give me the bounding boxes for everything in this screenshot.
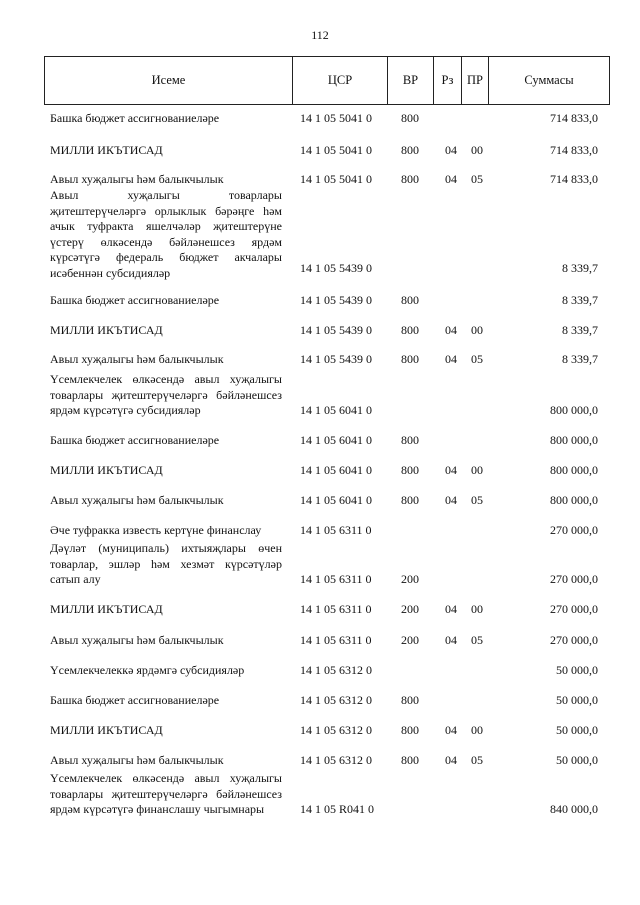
header-pr: ПР <box>467 73 483 87</box>
row-pr: 05 <box>471 172 483 186</box>
row-pr: 00 <box>471 463 483 477</box>
table-row <box>0 110 640 126</box>
table-row <box>0 142 640 158</box>
row-vr: 800 <box>401 323 419 337</box>
row-csr: 14 1 05 5041 0 <box>300 143 372 157</box>
table-row <box>0 188 640 280</box>
row-name: Авыл хуҗалыгы һәм балыкчылык <box>50 753 224 767</box>
row-csr: 14 1 05 6312 0 <box>300 693 372 707</box>
row-sum: 270 000,0 <box>550 633 598 647</box>
row-pr: 00 <box>471 602 483 616</box>
row-csr: 14 1 05 5439 0 <box>300 323 372 337</box>
row-name: МИЛЛИ ИКЪТИСАД <box>50 143 163 157</box>
row-name: Дәүләт (муниципаль) ихтыяҗлары өчен товарлар, эшләр һәм хезмәт күрсәтүләр сатып алу <box>50 541 282 586</box>
row-sum: 800 000,0 <box>550 493 598 507</box>
table-row <box>0 632 640 648</box>
row-csr: 14 1 05 6312 0 <box>300 663 372 677</box>
row-rz: 04 <box>445 143 457 157</box>
row-sum: 50 000,0 <box>556 693 598 707</box>
row-csr: 14 1 05 6312 0 <box>300 723 372 737</box>
row-vr: 800 <box>401 293 419 307</box>
row-sum: 270 000,0 <box>550 602 598 616</box>
table-row <box>0 432 640 448</box>
header-vr: ВР <box>402 73 419 87</box>
table-row <box>0 171 640 187</box>
row-name: Башка бюджет ассигнованиеләре <box>50 693 220 707</box>
row-rz: 04 <box>445 352 457 366</box>
row-sum: 840 000,0 <box>550 802 598 816</box>
row-name: МИЛЛИ ИКЪТИСАД <box>50 323 163 337</box>
row-name: Авыл хуҗалыгы һәм балыкчылык <box>50 352 224 366</box>
row-csr: 14 1 05 6311 0 <box>300 633 372 647</box>
table-row <box>0 752 640 768</box>
page-number: 112 <box>311 28 329 42</box>
row-name: МИЛЛИ ИКЪТИСАД <box>50 602 163 616</box>
row-rz: 04 <box>445 172 457 186</box>
row-rz: 04 <box>445 602 457 616</box>
row-vr: 200 <box>401 572 419 586</box>
row-sum: 8 339,7 <box>562 293 598 307</box>
row-vr: 200 <box>401 602 419 616</box>
row-csr: 14 1 05 5439 0 <box>300 293 372 307</box>
table-row <box>0 351 640 367</box>
row-name: Башка бюджет ассигнованиеләре <box>50 293 220 307</box>
table-row <box>0 522 640 538</box>
table-row <box>0 322 640 338</box>
row-sum: 50 000,0 <box>556 723 598 737</box>
table-header <box>44 56 610 105</box>
row-rz: 04 <box>445 323 457 337</box>
row-sum: 8 339,7 <box>562 352 598 366</box>
row-sum: 714 833,0 <box>550 172 598 186</box>
row-sum: 270 000,0 <box>550 523 598 537</box>
row-sum: 270 000,0 <box>550 572 598 586</box>
row-pr: 00 <box>471 723 483 737</box>
row-csr: 14 1 05 6041 0 <box>300 493 372 507</box>
row-csr: 14 1 05 6041 0 <box>300 463 372 477</box>
table-row <box>0 771 640 817</box>
row-name: Авыл хуҗалыгы һәм балыкчылык <box>50 633 224 647</box>
row-vr: 800 <box>401 111 419 125</box>
row-name: Әче туфракка известь кертүне финанслау <box>50 523 262 537</box>
row-csr: 14 1 05 6311 0 <box>300 523 372 537</box>
row-csr: 14 1 05 R041 0 <box>300 802 375 816</box>
row-csr: 14 1 05 5439 0 <box>300 261 372 275</box>
row-csr: 14 1 05 5439 0 <box>300 352 372 366</box>
row-sum: 800 000,0 <box>550 403 598 417</box>
row-rz: 04 <box>445 723 457 737</box>
header-csr: ЦСР <box>327 73 353 87</box>
header-name: Исеме <box>151 73 186 87</box>
row-sum: 714 833,0 <box>550 143 598 157</box>
table-row <box>0 662 640 678</box>
row-sum: 714 833,0 <box>550 111 598 125</box>
row-vr: 800 <box>401 493 419 507</box>
table-row <box>0 692 640 708</box>
row-name: Авыл хуҗалыгы товарлары җитештерүчеләргә орлыклык бәрәңге һәм ачык туфракта яшелчәләр җитештерүне үстерү өлкәсендә бәйләнешсез ярдәм күрсәтүгә федераль бюджет акчалары исәбеннән субсидияләр <box>50 188 282 280</box>
table-row <box>0 492 640 508</box>
row-sum: 800 000,0 <box>550 463 598 477</box>
row-csr: 14 1 05 5041 0 <box>300 111 372 125</box>
row-sum: 50 000,0 <box>556 663 598 677</box>
row-vr: 800 <box>401 753 419 767</box>
row-sum: 50 000,0 <box>556 753 598 767</box>
row-vr: 800 <box>401 433 419 447</box>
row-name: Үсемлекчелеккә ярдәмгә субсидияләр <box>50 663 245 677</box>
row-pr: 05 <box>471 633 483 647</box>
row-vr: 800 <box>401 352 419 366</box>
row-csr: 14 1 05 6041 0 <box>300 433 372 447</box>
table-row <box>0 722 640 738</box>
row-sum: 8 339,7 <box>562 261 598 275</box>
row-vr: 800 <box>401 463 419 477</box>
row-pr: 05 <box>471 352 483 366</box>
row-rz: 04 <box>445 493 457 507</box>
row-name: Башка бюджет ассигнованиеләре <box>50 111 220 125</box>
row-name: Башка бюджет ассигнованиеләре <box>50 433 220 447</box>
row-rz: 04 <box>445 633 457 647</box>
row-sum: 800 000,0 <box>550 433 598 447</box>
row-vr: 800 <box>401 693 419 707</box>
row-name: Авыл хуҗалыгы һәм балыкчылык <box>50 172 224 186</box>
row-pr: 00 <box>471 323 483 337</box>
row-csr: 14 1 05 6311 0 <box>300 572 372 586</box>
row-csr: 14 1 05 5041 0 <box>300 172 372 186</box>
row-csr: 14 1 05 6312 0 <box>300 753 372 767</box>
header-sum: Суммасы <box>524 73 574 87</box>
row-name: Үсемлекчелек өлкәсендә авыл хуҗалыгы товарлары җитештерүчеләргә бәйләнешсез ярдәм күрсәтүгә финанслашу чыгымнары <box>50 771 282 816</box>
row-vr: 800 <box>401 723 419 737</box>
row-name: Үсемлекчелек өлкәсендә авыл хуҗалыгы товарлары җитештерүчеләргә бәйләнешсез ярдәм күрсәтүгә субсидияләр <box>50 372 282 417</box>
table-row <box>0 292 640 308</box>
row-pr: 05 <box>471 753 483 767</box>
row-vr: 200 <box>401 633 419 647</box>
table-row <box>0 462 640 478</box>
row-rz: 04 <box>445 753 457 767</box>
row-name: Авыл хуҗалыгы һәм балыкчылык <box>50 493 224 507</box>
table-row <box>0 601 640 617</box>
row-name: МИЛЛИ ИКЪТИСАД <box>50 723 163 737</box>
row-sum: 8 339,7 <box>562 323 598 337</box>
row-pr: 05 <box>471 493 483 507</box>
row-csr: 14 1 05 6041 0 <box>300 403 372 417</box>
row-rz: 04 <box>445 463 457 477</box>
table-row <box>0 541 640 587</box>
row-name: МИЛЛИ ИКЪТИСАД <box>50 463 163 477</box>
row-csr: 14 1 05 6311 0 <box>300 602 372 616</box>
row-vr: 800 <box>401 172 419 186</box>
row-pr: 00 <box>471 143 483 157</box>
table-row <box>0 372 640 418</box>
header-rz: Рз <box>441 73 454 87</box>
row-vr: 800 <box>401 143 419 157</box>
